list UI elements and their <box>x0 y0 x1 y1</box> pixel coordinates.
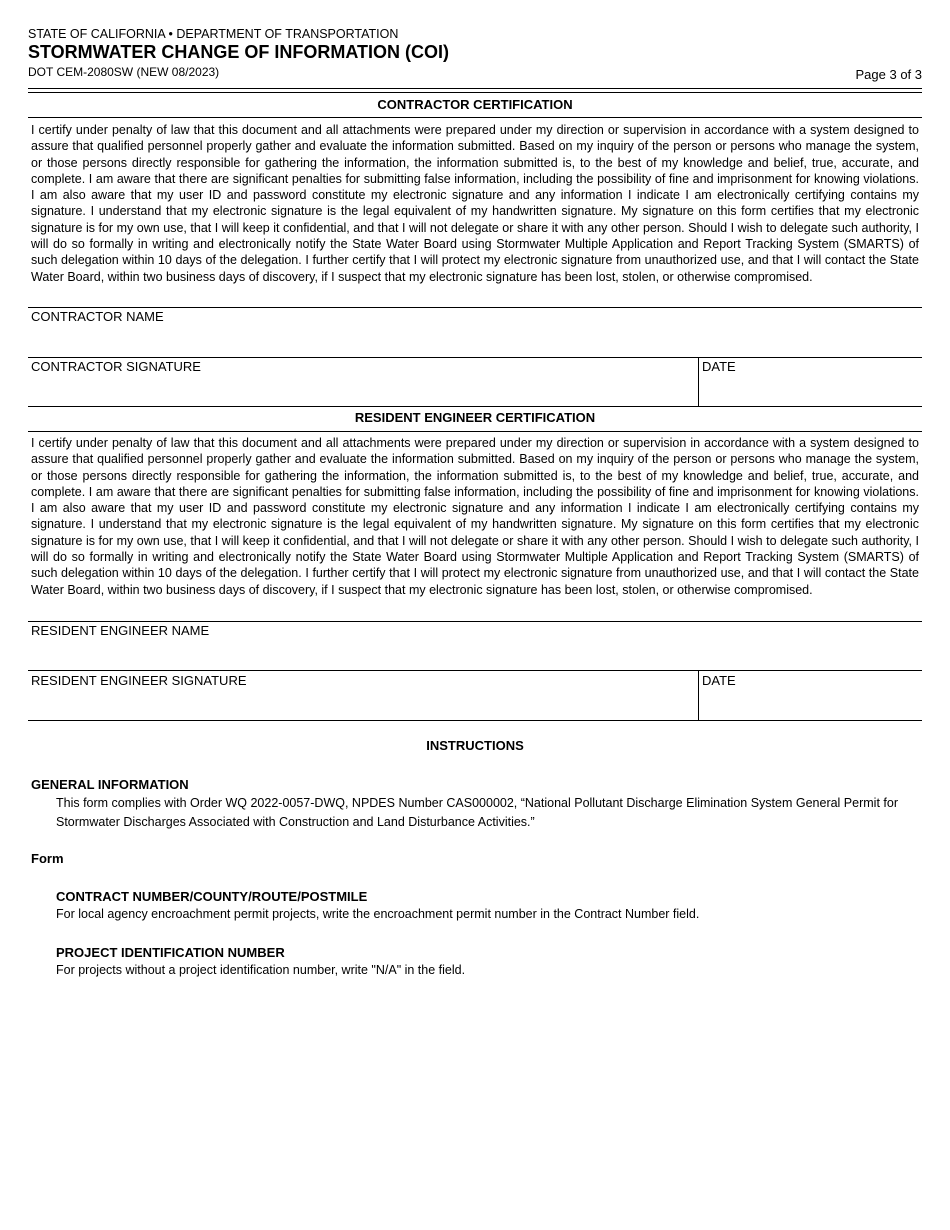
page-number: Page 3 of 3 <box>855 67 922 82</box>
divider <box>28 117 922 118</box>
contractor-date-label: DATE <box>702 359 736 374</box>
form-number: DOT CEM-2080SW (NEW 08/2023) <box>28 65 220 79</box>
header-rule <box>28 88 922 89</box>
general-information-heading: GENERAL INFORMATION <box>31 777 189 792</box>
form-title: STORMWATER CHANGE OF INFORMATION (COI) <box>28 42 449 62</box>
divider <box>28 621 922 622</box>
column-divider <box>698 670 699 720</box>
divider <box>28 431 922 432</box>
contractor-certification-text: I certify under penalty of law that this document and all attachments were prepared under my direction or supervision in accordance with a system designed to assure that qualified personnel properly gather and evaluate the information submitted. Based on my inquiry of the person or persons who manage the system, or those persons directly responsible for gathering the information, the information submitted is, to the best of my knowledge and belief, true, accurate, and complete. I am aware that there are significant penalties for submitting false information, including the possibility of fine and imprisonment for knowing violations. I am also aware that my user ID and password constitute my electronic signature and any information I indicate I am electronically certifying contains my signature. I understand that my electronic signature is the legal equivalent of my handwritten signature. My signature on this form certifies that my electronic signature is for my own use, that I will keep it confidential, and that I will not delegate or share it with any other person. Should I wish to delegate such authority, I will do so formally in writing and electronically notify the State Water Board using Stormwater Multiple Application and Report Tracking System (SMARTS) of such delegation within 10 days of the delegation. I further certify that I will protect my electronic signature from unauthorized use, and that I will contact the State Water Board, within two business days of discovery, if I suspect that my electronic signature has been lost, stolen, or otherwise compromised. <box>31 123 919 284</box>
instructions-heading: INSTRUCTIONS <box>426 738 524 753</box>
divider <box>28 357 922 358</box>
form-heading: Form <box>31 851 64 866</box>
project-id-heading: PROJECT IDENTIFICATION NUMBER <box>56 945 285 960</box>
contract-number-text: For local agency encroachment permit projects, write the encroachment permit number in the Contract Number field. <box>56 907 700 921</box>
engineer-signature-label: RESIDENT ENGINEER SIGNATURE <box>31 673 247 688</box>
divider <box>28 670 922 671</box>
contractor-signature-label: CONTRACTOR SIGNATURE <box>31 359 201 374</box>
general-information-text: This form complies with Order WQ 2022-0057-DWQ, NPDES Number CAS000002, “National Pollutant Discharge Elimination System General Permit for Stormwater Discharges Associated with Construction and Land Disturbance Activities.” <box>56 796 898 829</box>
engineer-certification-text: I certify under penalty of law that this document and all attachments were prepared under my direction or supervision in accordance with a system designed to assure that qualified personnel properly gather and evaluate the information submitted. Based on my inquiry of the person or persons who manage the system, or those persons directly responsible for gathering the information, the information submitted is, to the best of my knowledge and belief, true, accurate, and complete. I am aware that there are significant penalties for submitting false information, including the possibility of fine and imprisonment for knowing violations. I am also aware that my user ID and password constitute my electronic signature and any information I indicate I am electronically certifying contains my signature. I understand that my electronic signature is the legal equivalent of my handwritten signature. My signature on this form certifies that my electronic signature is for my own use, that I will keep it confidential, and that I will not delegate or share it with any other person. Should I wish to delegate such authority, I will do so formally in writing and electronically notify the State Water Board using Stormwater Multiple Application and Report Tracking System (SMARTS) of such delegation within 10 days of the delegation. I further certify that I will protect my electronic signature from unauthorized use, and that I will contact the State Water Board, within two business days of discovery, if I suspect that my electronic signature has been lost, stolen, or otherwise compromised. <box>31 436 919 597</box>
contract-number-heading: CONTRACT NUMBER/COUNTY/ROUTE/POSTMILE <box>56 889 368 904</box>
divider <box>28 720 922 721</box>
header-rule-thin <box>28 92 922 93</box>
contractor-name-label: CONTRACTOR NAME <box>31 309 164 324</box>
engineer-name-label: RESIDENT ENGINEER NAME <box>31 623 210 638</box>
engineer-certification-heading: RESIDENT ENGINEER CERTIFICATION <box>354 410 596 425</box>
divider <box>28 406 922 407</box>
engineer-date-label: DATE <box>702 673 736 688</box>
divider <box>28 307 922 308</box>
contractor-certification-heading: CONTRACTOR CERTIFICATION <box>377 97 573 112</box>
column-divider <box>698 357 699 406</box>
agency-line: STATE OF CALIFORNIA • DEPARTMENT OF TRANSPORTATION <box>28 27 399 41</box>
project-id-text: For projects without a project identification number, write "N/A" in the field. <box>56 963 466 977</box>
